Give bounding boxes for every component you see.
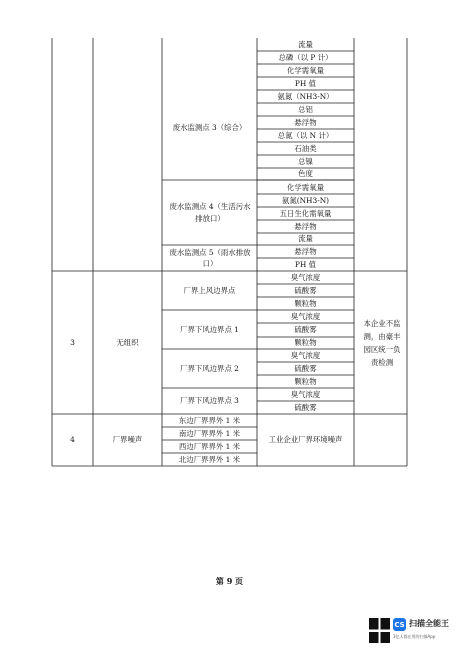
param-cell: 色度 — [298, 169, 313, 179]
param-cell: 悬浮物 — [294, 246, 317, 256]
param-cell: 总氮（以 N 计） — [277, 130, 334, 140]
row-number: 4 — [70, 435, 75, 445]
param-cell: 总铝 — [298, 104, 313, 114]
category-label: 厂界噪声 — [112, 435, 143, 445]
noise-point-label: 西边厂界界外 1 米 — [178, 441, 241, 451]
param-cell: 化学需氧量 — [287, 182, 324, 192]
noise-standard: 工业企业厂界环境噪声 — [268, 435, 343, 445]
monitoring-point-label: 厂界下风边界点 3 — [180, 396, 239, 406]
noise-point-label: 北边厂界界外 1 米 — [178, 454, 241, 464]
monitoring-point-label: 厂界上风边界点 — [183, 285, 236, 295]
noise-point-label: 东边厂界界外 1 米 — [178, 415, 241, 425]
row-number: 3 — [70, 337, 75, 347]
param-cell: PH 值 — [294, 259, 317, 269]
param-cell: 臭气浓度 — [290, 311, 321, 321]
param-cell: 臭气浓度 — [290, 350, 321, 360]
qr-code-icon — [369, 618, 390, 643]
param-cell: 氨氮（NH3-N） — [277, 91, 334, 101]
param-cell: 颗粒物 — [294, 298, 317, 308]
param-cell: 颗粒物 — [294, 376, 317, 386]
param-cell: 总镍 — [298, 156, 313, 166]
monitoring-point-label: 厂界下风边界点 1 — [180, 324, 239, 334]
watermark-subtitle: 3亿人都在用的扫描App — [393, 634, 436, 639]
monitoring-point-label: 废水监测点 3（综合） — [172, 123, 247, 133]
param-cell: 化学需氧量 — [287, 65, 324, 75]
monitoring-note: 本企业不监测，由豪丰园区统一负责检测 — [363, 318, 401, 367]
param-cell: 硫酸雾 — [294, 402, 317, 412]
cs-logo-icon: CS — [393, 618, 406, 631]
param-cell: 硫酸雾 — [294, 325, 317, 335]
param-cell: 悬浮物 — [294, 221, 317, 231]
param-cell: 硫酸雾 — [294, 285, 317, 295]
param-cell: 流量 — [298, 39, 313, 49]
category-label: 无组织 — [116, 337, 139, 347]
noise-point-label: 南边厂界界外 1 米 — [178, 428, 241, 438]
param-cell: 臭气浓度 — [290, 272, 321, 282]
param-cell: 颗粒物 — [294, 338, 317, 348]
param-cell: 硫酸雾 — [294, 363, 317, 373]
watermark-brand: 扫描全能王 — [409, 619, 449, 628]
page-number: 第 9 页 — [215, 576, 244, 586]
param-cell: 总磷（以 P 计） — [278, 52, 333, 62]
param-cell: 流量 — [298, 234, 313, 244]
param-cell: 悬浮物 — [294, 117, 317, 127]
param-cell: 氨氮(NH3-N) — [281, 195, 330, 205]
param-cell: PH 值 — [294, 78, 317, 88]
param-cell: 臭气浓度 — [290, 389, 321, 399]
param-cell: 五日生化需氧量 — [279, 208, 332, 218]
monitoring-point-label: 厂界下风边界点 2 — [180, 363, 239, 373]
monitoring-point-label: 废水监测点 5（雨水排放口） — [169, 247, 251, 268]
monitoring-point-label: 废水监测点 4（生活污水排放口） — [169, 202, 251, 223]
param-cell: 石油类 — [294, 143, 317, 153]
